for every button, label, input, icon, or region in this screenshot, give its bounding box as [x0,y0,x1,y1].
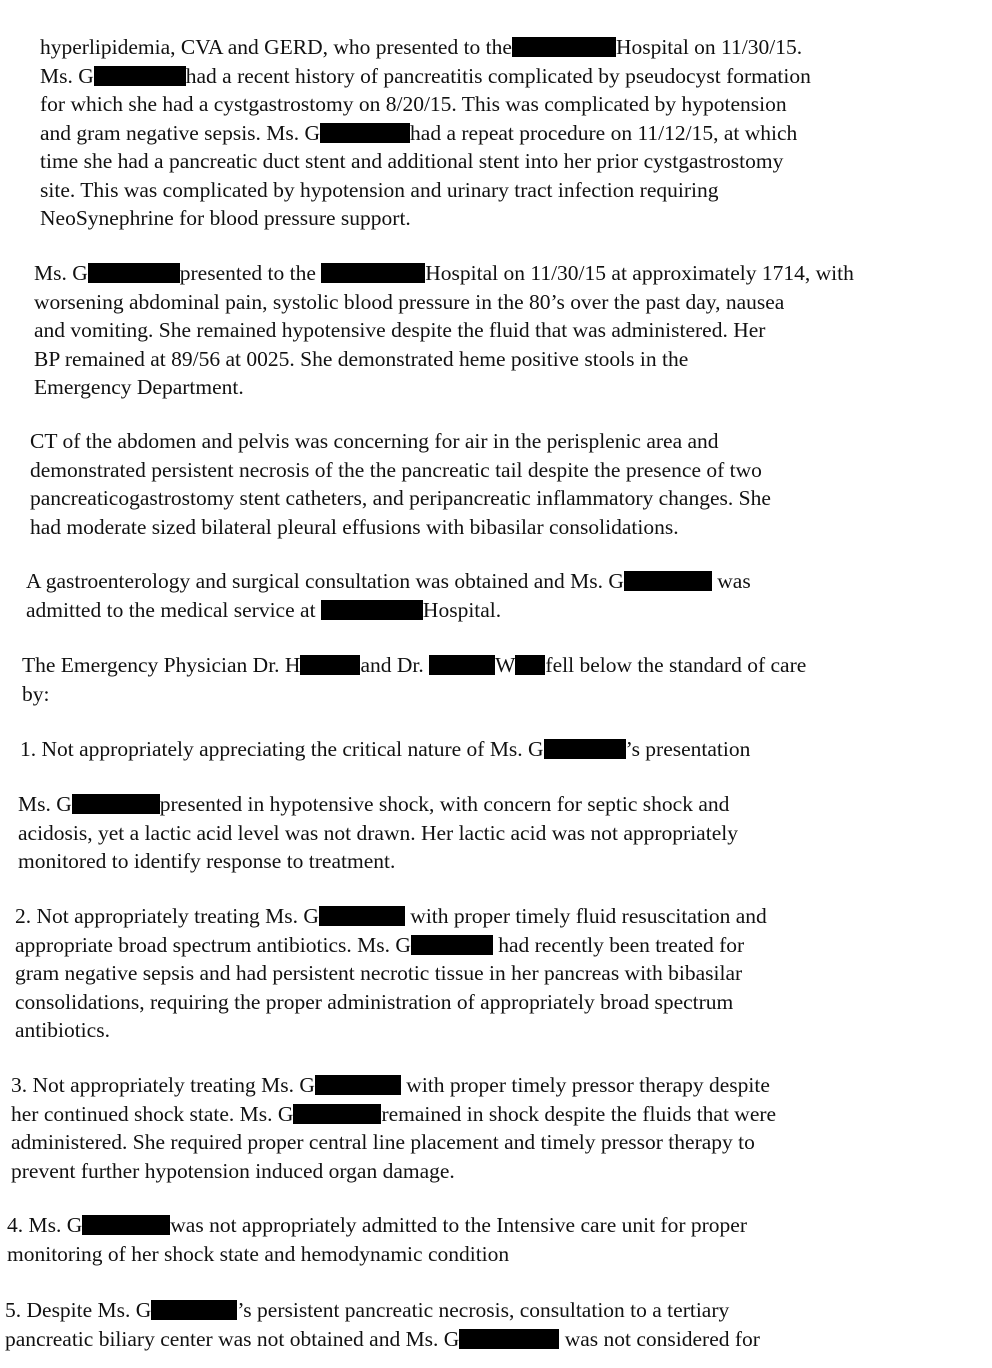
list-item-4 [7,1211,747,1268]
redaction-bar [151,1300,237,1320]
text-line: admitted to the medical service at Hospital. [26,597,502,622]
text-line: 2. Not appropriately treating Ms. G with proper timely fluid resuscitation and [15,904,767,928]
redaction-bar [94,66,186,86]
paragraph-lactic-acid [18,790,738,876]
paragraph-presentation [34,259,854,402]
list-item-3 [11,1071,776,1185]
text-line: and vomiting. She remained hypotensive despite the fluid that was administered. Her [34,318,766,342]
text-line: 5. Despite Ms. G ’s persistent pancreatic necrosis, consultation to a tertiary [5,1298,730,1322]
text-line: for which she had a cystgastrostomy on 8/20/15. This was complicated by hypotension [40,92,787,116]
redaction-bar [512,37,616,57]
text-line: NeoSynephrine for blood pressure support. [40,206,411,230]
list-item-5 [5,1296,760,1353]
text-line: demonstrated persistent necrosis of the the pancreatic tail despite the presence of two [30,457,762,482]
text-line: consolidations, requiring the proper administration of appropriately broad spectrum [15,989,734,1014]
text-line: worsening abdominal pain, systolic blood pressure in the 80’s over the past day, nausea [34,289,785,314]
redaction-bar [300,655,360,675]
redaction-bar [429,655,495,675]
text-line: Ms. G presented in hypotensive shock, with concern for septic shock and [18,792,730,816]
text-line: 3. Not appropriately treating Ms. G with proper timely pressor therapy despite [11,1073,770,1097]
text-line: antibiotics. [15,1018,110,1042]
redaction-bar [459,1329,559,1349]
text-line: Ms. G had a recent history of pancreatitis complicated by pseudocyst formation [40,63,811,88]
text-line: by: [22,681,50,706]
redaction-bar [72,794,160,814]
text-line: monitoring of her shock state and hemodynamic condition [7,1241,510,1266]
redaction-bar [88,263,180,283]
text-line: her continued shock state. Ms. G remained in shock despite the fluids that were [11,1101,777,1126]
text-line: CT of the abdomen and pelvis was concerning for air in the perisplenic area and [30,429,719,453]
text-line: pancreaticogastrostomy stent catheters, and peripancreatic inflammatory changes. She [30,486,771,510]
redaction-bar [319,906,405,926]
text-line: administered. She required proper central line placement and timely pressor therapy to [11,1130,755,1154]
text-line: The Emergency Physician Dr. H and Dr. W fell below the standard of care [22,653,807,677]
paragraph-history [40,33,811,233]
text-line: hyperlipidemia, CVA and GERD, who presented to the Hospital on 11/30/15. [40,35,803,59]
redaction-bar [82,1215,170,1235]
redaction-bar [320,123,410,143]
paragraph-ct-findings [30,427,771,541]
redaction-bar [515,655,545,675]
redaction-bar [321,600,423,620]
redaction-bar [293,1104,381,1124]
text-line: pancreatic biliary center was not obtained and Ms. G was not considered for [5,1326,760,1351]
text-line: had moderate sized bilateral pleural effusions with bibasilar consolidations. [30,514,679,539]
redaction-bar [624,571,712,591]
text-line: 1. Not appropriately appreciating the critical nature of Ms. G ’s presentation [20,737,751,761]
text-line: Emergency Department. [34,375,244,399]
text-line: appropriate broad spectrum antibiotics. Ms. G had recently been treated for [15,932,745,957]
text-line: site. This was complicated by hypotension and urinary tract infection requiring [40,177,719,202]
text-line: acidosis, yet a lactic acid level was not drawn. Her lactic acid was not appropriately [18,820,738,845]
text-line: A gastroenterology and surgical consultation was obtained and Ms. G was [26,569,751,593]
text-line: time she had a pancreatic duct stent and additional stent into her prior cystgastrostomy [40,149,784,173]
redaction-bar [544,739,626,759]
redaction-bar [321,263,425,283]
text-line: monitored to identify response to treatment. [18,849,396,873]
text-line: gram negative sepsis and had persistent necrotic tissue in her pancreas with bibasilar [15,961,743,985]
text-line: and gram negative sepsis. Ms. G had a repeat procedure on 11/12/15, at which [40,120,798,145]
paragraph-consultation [26,567,751,624]
list-item-1 [20,735,750,764]
text-line: BP remained at 89/56 at 0025. She demonstrated heme positive stools in the [34,346,689,371]
paragraph-standard-of-care [22,651,806,708]
text-line: 4. Ms. G was not appropriately admitted to the Intensive care unit for proper [7,1213,747,1237]
text-line: Ms. G presented to the Hospital on 11/30/15 at approximately 1714, with [34,261,854,285]
text-line: prevent further hypotension induced organ damage. [11,1158,455,1183]
redaction-bar [315,1075,401,1095]
redaction-bar [411,935,493,955]
list-item-2 [15,902,767,1045]
